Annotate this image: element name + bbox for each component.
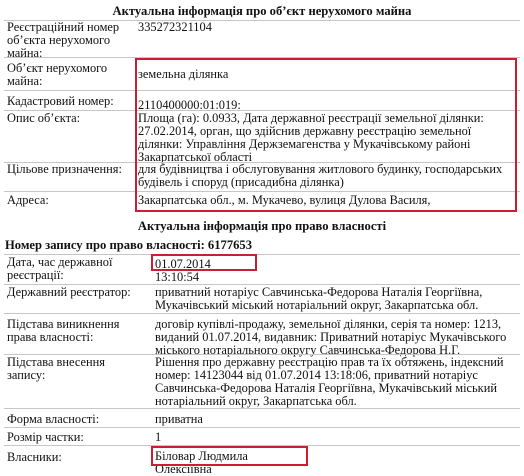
registrar-value: приватний нотаріус Савчинська-Федорова Наталія Георгіївна, Мукачівський міський нотаріальний округ, Закарпатська обл. — [155, 285, 483, 312]
owner-highlight-box — [151, 446, 308, 466]
owners-label: Власники: — [7, 450, 62, 464]
address-label: Адреса: — [7, 193, 49, 207]
registration-number-value: 335272321104 — [138, 20, 212, 34]
registrar-label: Державний реєстратор: — [7, 285, 131, 299]
description-label: Опис об’єкта: — [7, 111, 81, 125]
record-basis-label: Підстава внесення запису: — [7, 355, 105, 382]
divider — [4, 408, 520, 409]
purpose-value: для будівництва і обслуговування житлового будинку, господарських будівель і споруд (присадибна ділянка) — [138, 162, 503, 189]
ownership-form-value: приватна — [155, 412, 203, 426]
date-highlight-box — [151, 254, 257, 271]
purpose-label: Цільове призначення: — [7, 162, 122, 176]
object-type-label: Об’єкт нерухомого майна: — [7, 61, 108, 88]
registration-date-value: 01.07.2014 13:10:54 — [155, 257, 211, 284]
share-size-value: 1 — [155, 430, 162, 444]
object-type-value: земельна ділянка — [138, 67, 229, 81]
divider — [4, 427, 520, 428]
record-basis-value: Рішення про державну реєстрацію прав та їх обтяжень, індексний номер: 14123044 від 01.07.2014 13:18:06, приватний нотаріус Савчинська-Федорова Наталія Георгіївна, Мукачівський міський нотаріальний округ, Закарпатська обл. — [155, 355, 504, 408]
description-value: Площа (га): 0.0933, Дата державної реєстрації земельної ділянки: 27.02.2014, орган, що здійснив державну реєстрацію земельної ділянки: Управління Держземагенства у Мукачівському районі Закарпатської області — [138, 111, 484, 164]
cadastral-number-value: 2110400000:01:019: — [138, 98, 241, 112]
ownership-basis-value: договір купівлі-продажу, земельної ділянки, серія та номер: 1213, виданий 01.07.2014, видавник: Приватний нотаріус Мукачівського міського нотаріального округу Савчинська-Федорова Н.Г. — [155, 317, 507, 357]
ownership-form-label: Форма власності: — [7, 412, 100, 426]
object-section-heading: Актуальна інформація про об’єкт нерухомого майна — [112, 4, 412, 18]
cadastral-number-label: Кадастровий номер: — [7, 94, 114, 108]
ownership-basis-label: Підстава виникнення права власності: — [7, 317, 120, 344]
owner-name: Біловар Людмила Олексіївна — [155, 449, 248, 476]
object-highlight-box — [135, 58, 517, 212]
registration-date-label: Дата, час державної реєстрації: — [7, 255, 113, 282]
record-number: Номер запису про право власності: 6177653 — [5, 238, 253, 252]
share-size-label: Розмір частки: — [7, 430, 84, 444]
ownership-section-heading: Актуальна інформація про право власності — [137, 219, 387, 233]
divider — [4, 313, 520, 314]
registration-number-label: Реєстраційний номер об’єкта нерухомого майна: — [7, 20, 120, 60]
address-value: Закарпатська обл., м. Мукачево, вулиця Дулова Василя, — [138, 193, 431, 207]
